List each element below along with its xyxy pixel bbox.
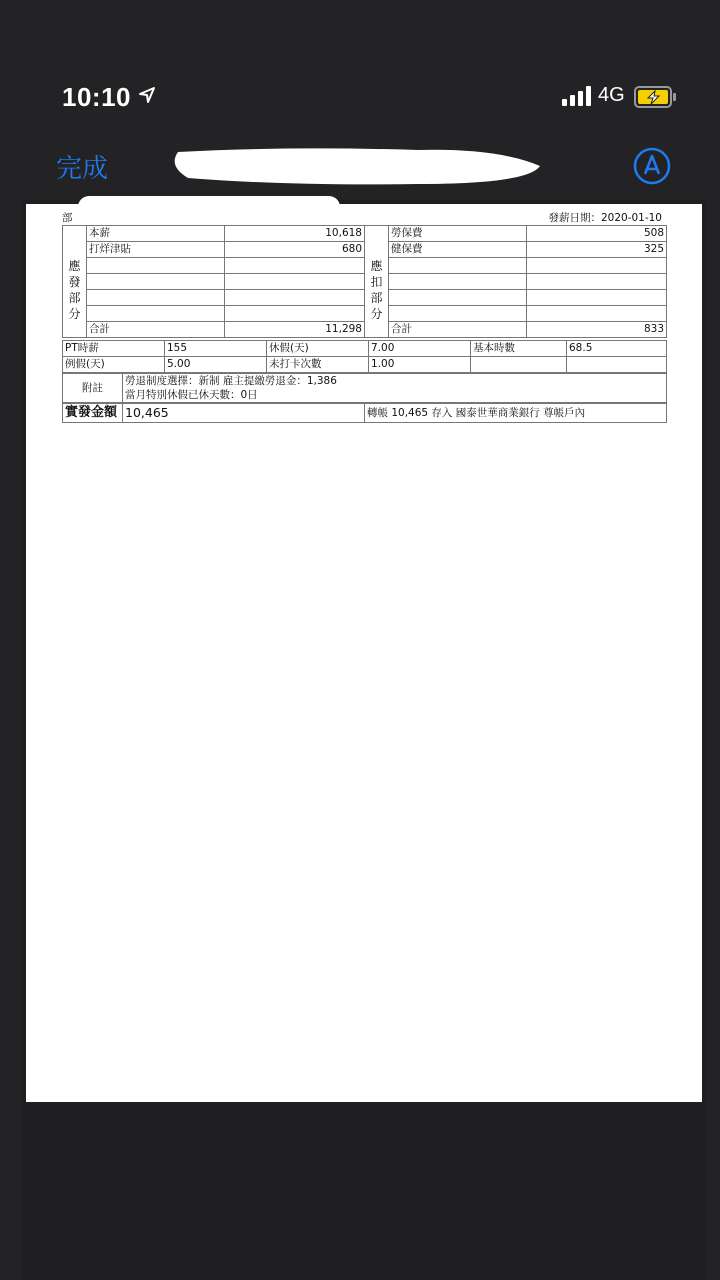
pay-date: 發薪日期：2020-01-10 bbox=[548, 212, 662, 224]
earn-total: 11,298 bbox=[225, 322, 365, 338]
empty-cell bbox=[567, 357, 667, 373]
empty-cell bbox=[225, 258, 365, 274]
notes-table bbox=[62, 373, 667, 403]
status-time: 10:10 bbox=[62, 82, 131, 112]
redaction-mark bbox=[78, 196, 340, 218]
empty-cell bbox=[87, 290, 225, 306]
empty-cell bbox=[389, 306, 527, 322]
leave-label: 休假(天) bbox=[267, 341, 369, 357]
location-arrow-icon bbox=[138, 86, 156, 104]
note-line: 當月特別休假已休天數：0日 bbox=[123, 388, 667, 403]
pt-value: 155 bbox=[165, 341, 267, 357]
done-button[interactable]: 完成 bbox=[56, 154, 109, 184]
regular-off-value: 5.00 bbox=[165, 357, 267, 373]
empty-cell bbox=[87, 306, 225, 322]
network-type: 4G bbox=[598, 84, 625, 106]
note-line: 勞退制度選擇：新制 雇主提繳勞退金：1,386 bbox=[123, 374, 667, 389]
battery-charging-icon bbox=[634, 86, 678, 108]
empty-cell bbox=[527, 274, 667, 290]
net-pay-table bbox=[62, 403, 667, 423]
deduct-total: 833 bbox=[527, 322, 667, 338]
markup-pen-icon[interactable] bbox=[632, 146, 672, 186]
stats-table bbox=[62, 340, 667, 373]
earn-item: 打烊津貼 bbox=[87, 242, 225, 258]
empty-cell bbox=[225, 290, 365, 306]
empty-cell bbox=[527, 290, 667, 306]
deduct-amount: 325 bbox=[527, 242, 667, 258]
file-title-redacted bbox=[168, 144, 548, 188]
net-label: 實發金額 bbox=[63, 404, 123, 423]
empty-cell bbox=[389, 290, 527, 306]
base-hours-value: 68.5 bbox=[567, 341, 667, 357]
payslip bbox=[62, 208, 666, 423]
notes-label: 附註 bbox=[63, 374, 123, 403]
status-bar bbox=[0, 0, 720, 130]
empty-cell bbox=[527, 306, 667, 322]
empty-cell bbox=[225, 274, 365, 290]
deduct-total-label: 合計 bbox=[389, 322, 527, 338]
earn-amount: 680 bbox=[225, 242, 365, 258]
base-hours-label: 基本時數 bbox=[471, 341, 567, 357]
empty-cell bbox=[389, 258, 527, 274]
deduct-section-label: 應 扣 部 分 bbox=[365, 226, 389, 338]
empty-cell bbox=[389, 274, 527, 290]
deduct-amount: 508 bbox=[527, 226, 667, 242]
empty-cell bbox=[527, 258, 667, 274]
missed-punch-label: 未打卡次數 bbox=[267, 357, 369, 373]
net-value: 10,465 bbox=[123, 404, 365, 423]
missed-punch-value: 1.00 bbox=[369, 357, 471, 373]
earn-amount: 10,618 bbox=[225, 226, 365, 242]
deduct-item: 健保費 bbox=[389, 242, 527, 258]
earn-section-label: 應 發 部 分 bbox=[63, 226, 87, 338]
empty-cell bbox=[87, 274, 225, 290]
transfer-text: 轉帳 10,465 存入 國泰世華商業銀行 尊帳戶內 bbox=[365, 404, 667, 423]
earn-total-label: 合計 bbox=[87, 322, 225, 338]
dept-label: 部 bbox=[62, 212, 73, 224]
empty-cell bbox=[225, 306, 365, 322]
pt-label: PT時薪 bbox=[63, 341, 165, 357]
regular-off-label: 例假(天) bbox=[63, 357, 165, 373]
earnings-deductions-table bbox=[62, 225, 667, 338]
leave-value: 7.00 bbox=[369, 341, 471, 357]
earn-item: 本薪 bbox=[87, 226, 225, 242]
deduct-item: 勞保費 bbox=[389, 226, 527, 242]
empty-cell bbox=[471, 357, 567, 373]
empty-cell bbox=[87, 258, 225, 274]
signal-icon bbox=[562, 86, 594, 106]
